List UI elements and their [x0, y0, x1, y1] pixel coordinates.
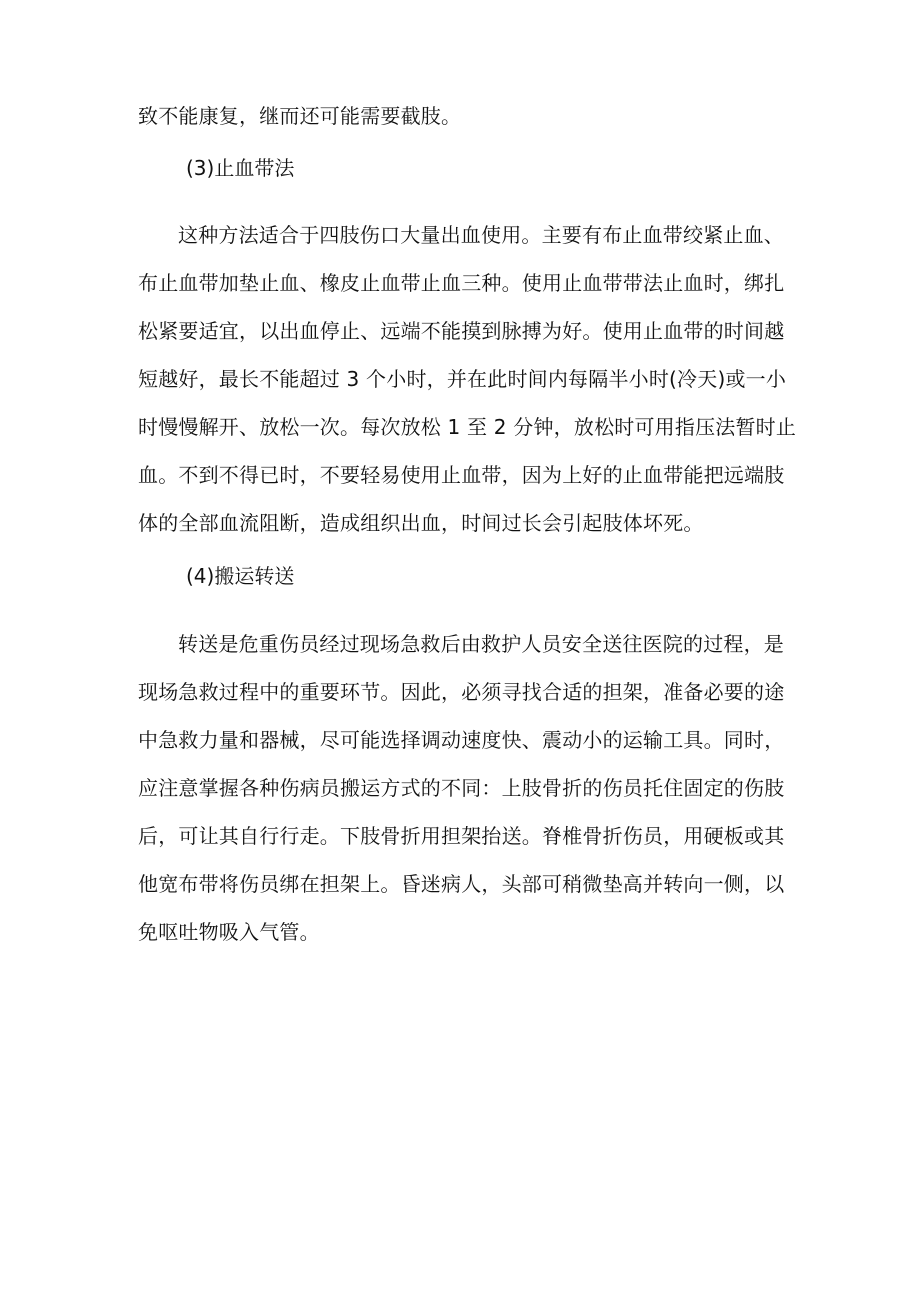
section-4-line-5: 后，可让其自行行走。下肢骨折用担架抬送。脊椎骨折伤员，用硬板或其: [138, 824, 785, 848]
section-4-line-7: 免呕吐物吸入气管。: [138, 920, 320, 944]
intro-line-1: 致不能康复，继而还可能需要截肢。: [138, 104, 462, 128]
section-3-heading: (3)止血带法: [186, 156, 295, 180]
section-3-line-7: 体的全部血流阻断，造成组织出血，时间过长会引起肢体坏死。: [138, 511, 704, 535]
section-4-line-4: 应注意掌握各种伤病员搬运方式的不同：上肢骨折的伤员托住固定的伤肢: [138, 776, 785, 800]
section-3-line-2: 布止血带加垫止血、橡皮止血带止血三种。使用止血带带法止血时，绑扎: [138, 271, 785, 295]
section-4-line-3: 中急救力量和器械，尽可能选择调动速度快、震动小的运输工具。同时，: [138, 728, 785, 752]
section-3-line-1: 这种方法适合于四肢伤口大量出血使用。主要有布止血带绞紧止血、: [178, 223, 784, 247]
section-4-line-1: 转送是危重伤员经过现场急救后由救护人员安全送往医院的过程，是: [178, 632, 784, 656]
section-4-line-2: 现场急救过程中的重要环节。因此，必须寻找合适的担架，准备必要的途: [138, 680, 785, 704]
section-4-line-6: 他宽布带将伤员绑在担架上。昏迷病人，头部可稍微垫高并转向一侧，以: [138, 872, 785, 896]
section-3-line-6: 血。不到不得已时，不要轻易使用止血带，因为上好的止血带能把远端肢: [138, 463, 785, 487]
section-3-line-5: 时慢慢解开、放松一次。每次放松 1 至 2 分钟，放松时可用指压法暂时止: [138, 415, 797, 439]
section-3-line-4: 短越好，最长不能超过 3 个小时，并在此时间内每隔半小时(冷天)或一小: [138, 367, 787, 391]
section-3-line-3: 松紧要适宜，以出血停止、远端不能摸到脉搏为好。使用止血带的时间越: [138, 319, 785, 343]
section-4-heading: (4)搬运转送: [186, 564, 295, 588]
